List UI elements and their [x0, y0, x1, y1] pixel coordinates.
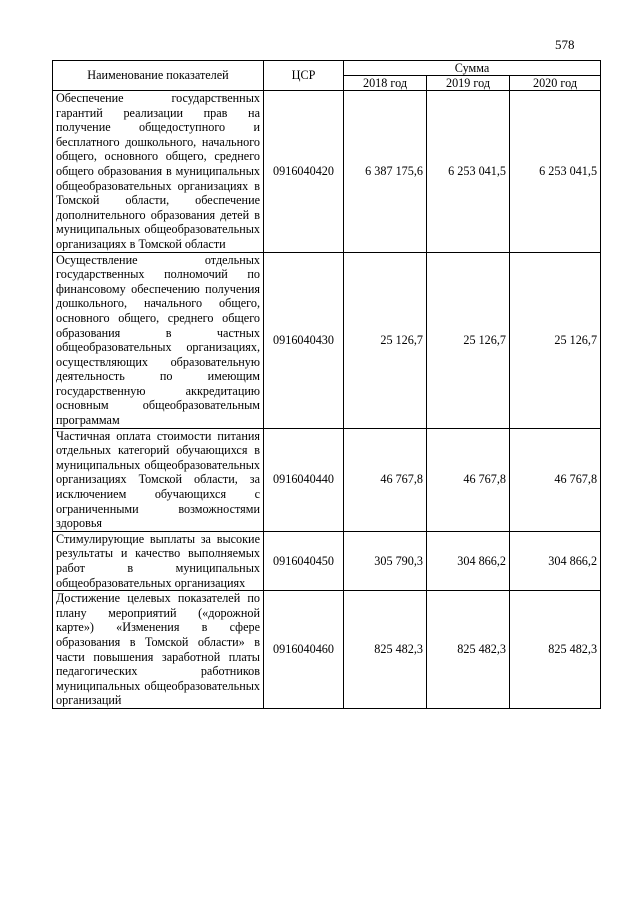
table-row: [53, 428, 601, 531]
header-name: Наименование показателей: [53, 61, 264, 91]
header-year-2018: 2018 год: [344, 76, 427, 91]
row-code: 0916040450: [264, 531, 344, 590]
budget-table: [52, 60, 601, 709]
header-row: [53, 61, 601, 76]
table-row: [53, 531, 601, 590]
row-value-2020: 6 253 041,5: [510, 91, 601, 253]
page-number: 578: [555, 37, 575, 52]
row-code: 0916040430: [264, 252, 344, 428]
table-row: [53, 591, 601, 709]
row-value-2018: 6 387 175,6: [344, 91, 427, 253]
header-year-2019: 2019 год: [427, 76, 510, 91]
header-code: ЦСР: [264, 61, 344, 91]
row-value-2019: 304 866,2: [427, 531, 510, 590]
row-name: Обеспечение государственных гарантий реализации прав на получение общедоступного и бесплатного дошкольного, начального общего, основного общего, среднего общего образования в муниципальных общеобразовательных организациях в Томской области, обеспечение дополнительного образования детей в муниципальных общеобразовательных организациях в Томской области: [53, 91, 264, 253]
row-code: 0916040460: [264, 591, 344, 709]
row-value-2020: 304 866,2: [510, 531, 601, 590]
row-name: Осуществление отдельных государственных полномочий по финансовому обеспечению получения дошкольного, начального общего, основного общего, среднего общего образования в частных общеобразовательных организациях, осуществляющих образовательную деятельность по имеющим государственную аккредитацию основным общеобразовательным программам: [53, 252, 264, 428]
row-value-2019: 6 253 041,5: [427, 91, 510, 253]
row-value-2020: 25 126,7: [510, 252, 601, 428]
row-value-2019: 25 126,7: [427, 252, 510, 428]
row-value-2020: 825 482,3: [510, 591, 601, 709]
row-name: Достижение целевых показателей по плану мероприятий («дорожной карте») «Изменения в сфере образования в Томской области» в части повышения заработной платы педагогических работников муниципальных общеобразовательных организаций: [53, 591, 264, 709]
row-value-2018: 25 126,7: [344, 252, 427, 428]
row-value-2019: 46 767,8: [427, 428, 510, 531]
table-row: [53, 91, 601, 253]
row-code: 0916040440: [264, 428, 344, 531]
table-row: [53, 252, 601, 428]
row-value-2018: 305 790,3: [344, 531, 427, 590]
row-value-2020: 46 767,8: [510, 428, 601, 531]
row-name: Частичная оплата стоимости питания отдельных категорий обучающихся в муниципальных общеобразовательных организациях Томской области, за исключением обучающихся с ограниченными возможностями здоровья: [53, 428, 264, 531]
row-name: Стимулирующие выплаты за высокие результаты и качество выполняемых работ в муниципальных общеобразовательных организациях: [53, 531, 264, 590]
row-value-2019: 825 482,3: [427, 591, 510, 709]
row-code: 0916040420: [264, 91, 344, 253]
header-sum: Сумма: [344, 61, 601, 76]
row-value-2018: 46 767,8: [344, 428, 427, 531]
row-value-2018: 825 482,3: [344, 591, 427, 709]
header-year-2020: 2020 год: [510, 76, 601, 91]
